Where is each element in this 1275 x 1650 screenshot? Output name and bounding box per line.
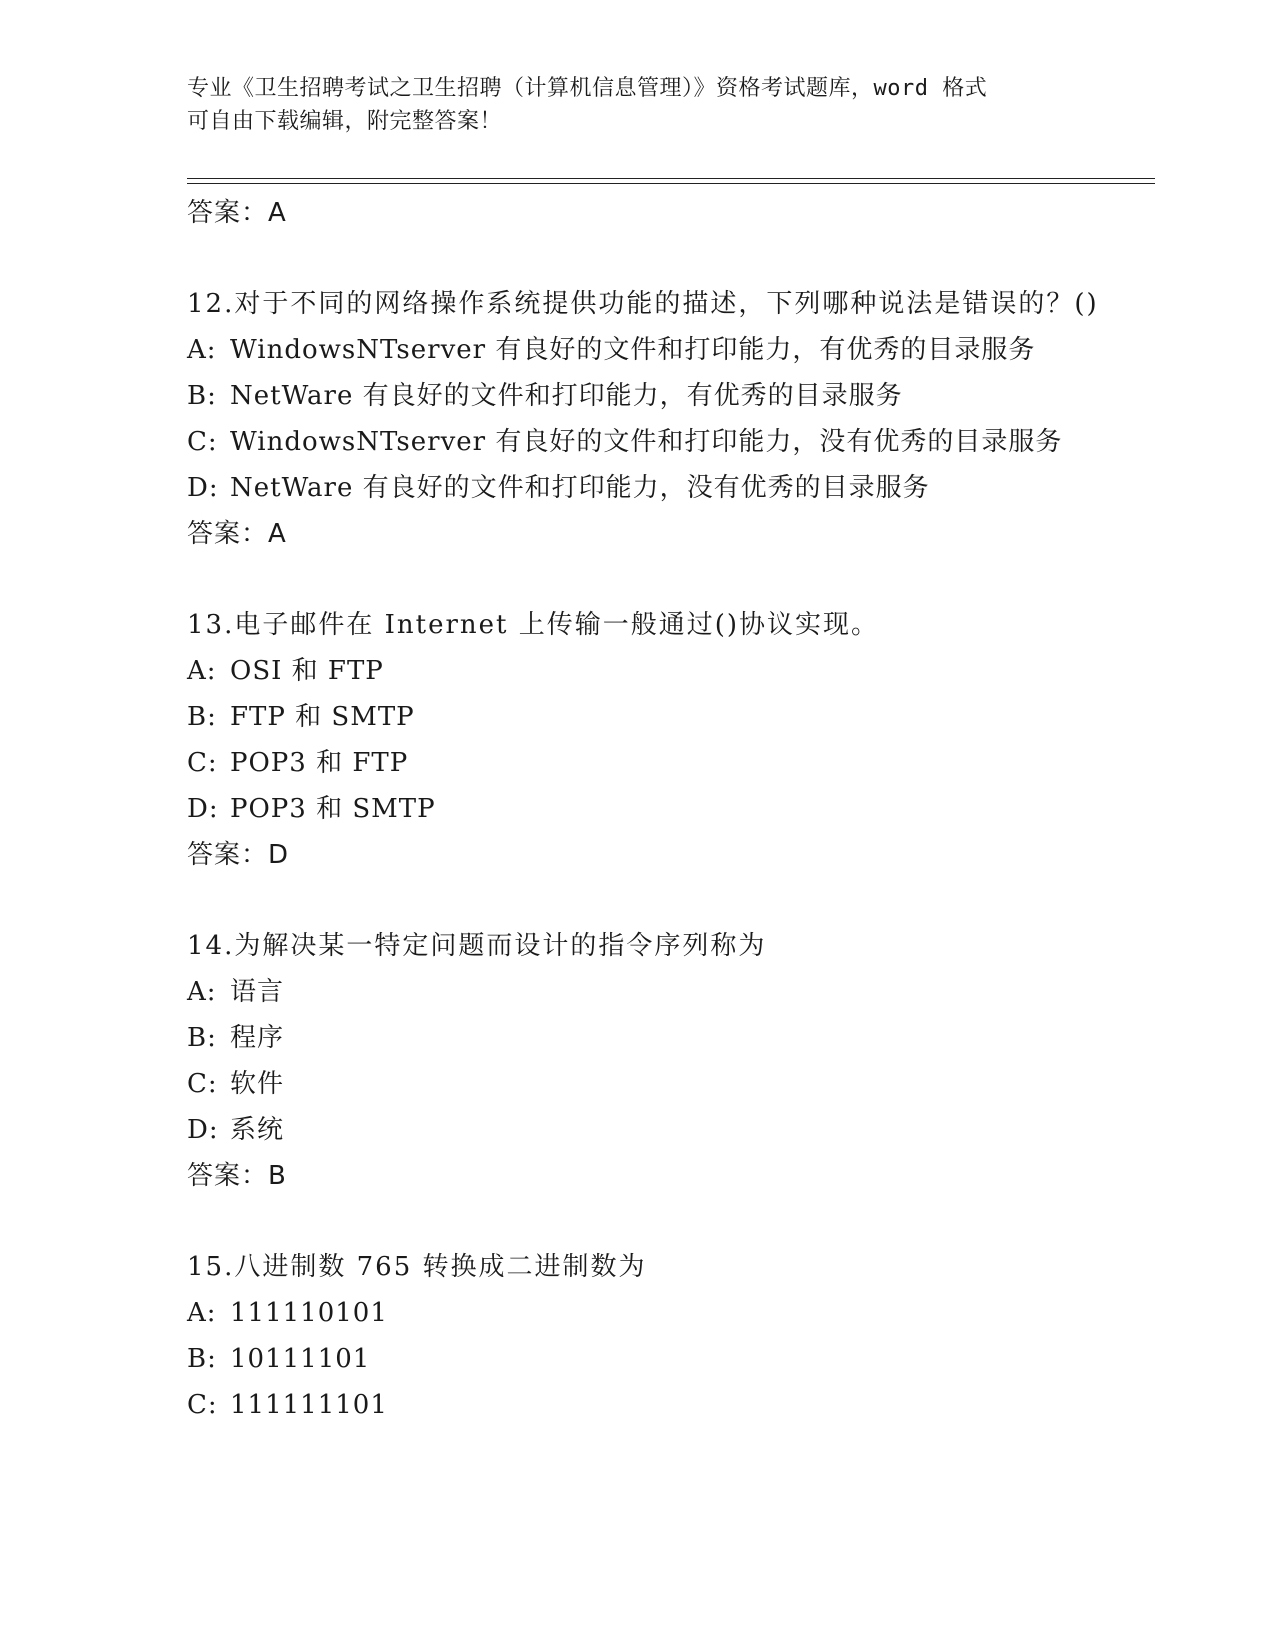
option-letter: C: [187,427,218,457]
option-b [187,373,1107,419]
option-c [187,419,1107,465]
option-text: 程序 [230,1023,285,1053]
option-letter: A: [187,335,217,365]
question-text: 12.对于不同的网络操作系统提供功能的描述，下列哪种说法是错误的？() [187,289,1099,319]
option-text: NetWare 有良好的文件和打印能力，没有优秀的目录服务 [230,473,930,503]
option-a [187,648,1107,694]
option-letter: C: [187,1390,218,1420]
question-list [187,190,1107,1428]
option-d [187,786,1107,832]
option-c [187,1061,1107,1107]
option-text: POP3 和 SMTP [230,794,436,824]
option-letter: B: [187,1344,217,1374]
answer-line: 答案：A [187,198,287,228]
option-text: POP3 和 FTP [230,748,409,778]
option-c [187,740,1107,786]
option-letter: B: [187,381,217,411]
option-text: 10111101 [230,1344,371,1374]
question-text: 15.八进制数 765 转换成二进制数为 [187,1252,647,1282]
option-text: 111111101 [230,1390,388,1420]
option-b [187,1336,1107,1382]
question-block [187,602,1107,878]
header-line-1: 专业《卫生招聘考试之卫生招聘（计算机信息管理）》资格考试题库，word 格式 [187,76,988,101]
header-line-2: 可自由下载编辑，附完整答案！ [187,109,503,134]
option-letter: D: [187,473,219,503]
option-letter: A: [187,656,217,686]
option-a [187,969,1107,1015]
option-c [187,1382,1107,1428]
option-text: 系统 [230,1115,285,1145]
question-block [187,281,1107,557]
option-d [187,465,1107,511]
question-text: 13.电子邮件在 Internet 上传输一般通过()协议实现。 [187,610,880,640]
option-text: FTP 和 SMTP [230,702,415,732]
option-b [187,694,1107,740]
answer-line: 答案：D [187,840,290,870]
option-text: WindowsNTserver 有良好的文件和打印能力，有优秀的目录服务 [230,335,1036,365]
option-letter: D: [187,794,219,824]
question-text: 14.为解决某一特定问题而设计的指令序列称为 [187,931,767,961]
option-letter: D: [187,1115,219,1145]
option-text: NetWare 有良好的文件和打印能力，有优秀的目录服务 [230,381,903,411]
option-text: 语言 [230,977,285,1007]
option-b [187,1015,1107,1061]
option-a [187,327,1107,373]
option-text: 111110101 [230,1298,388,1328]
option-letter: B: [187,1023,217,1053]
question-block [187,923,1107,1199]
option-a [187,1290,1107,1336]
option-letter: C: [187,1069,218,1099]
answer-line: 答案：A [187,519,287,549]
document-header [187,72,1087,138]
header-rule-bottom [187,183,1155,184]
header-rule-top [187,178,1155,179]
option-d [187,1107,1107,1153]
question-block [187,1244,1107,1428]
option-text: WindowsNTserver 有良好的文件和打印能力，没有优秀的目录服务 [230,427,1063,457]
option-text: 软件 [230,1069,285,1099]
option-letter: B: [187,702,217,732]
option-letter: C: [187,748,218,778]
option-letter: A: [187,1298,217,1328]
option-letter: A: [187,977,217,1007]
answer-line: 答案：B [187,1161,287,1191]
option-text: OSI 和 FTP [230,656,384,686]
